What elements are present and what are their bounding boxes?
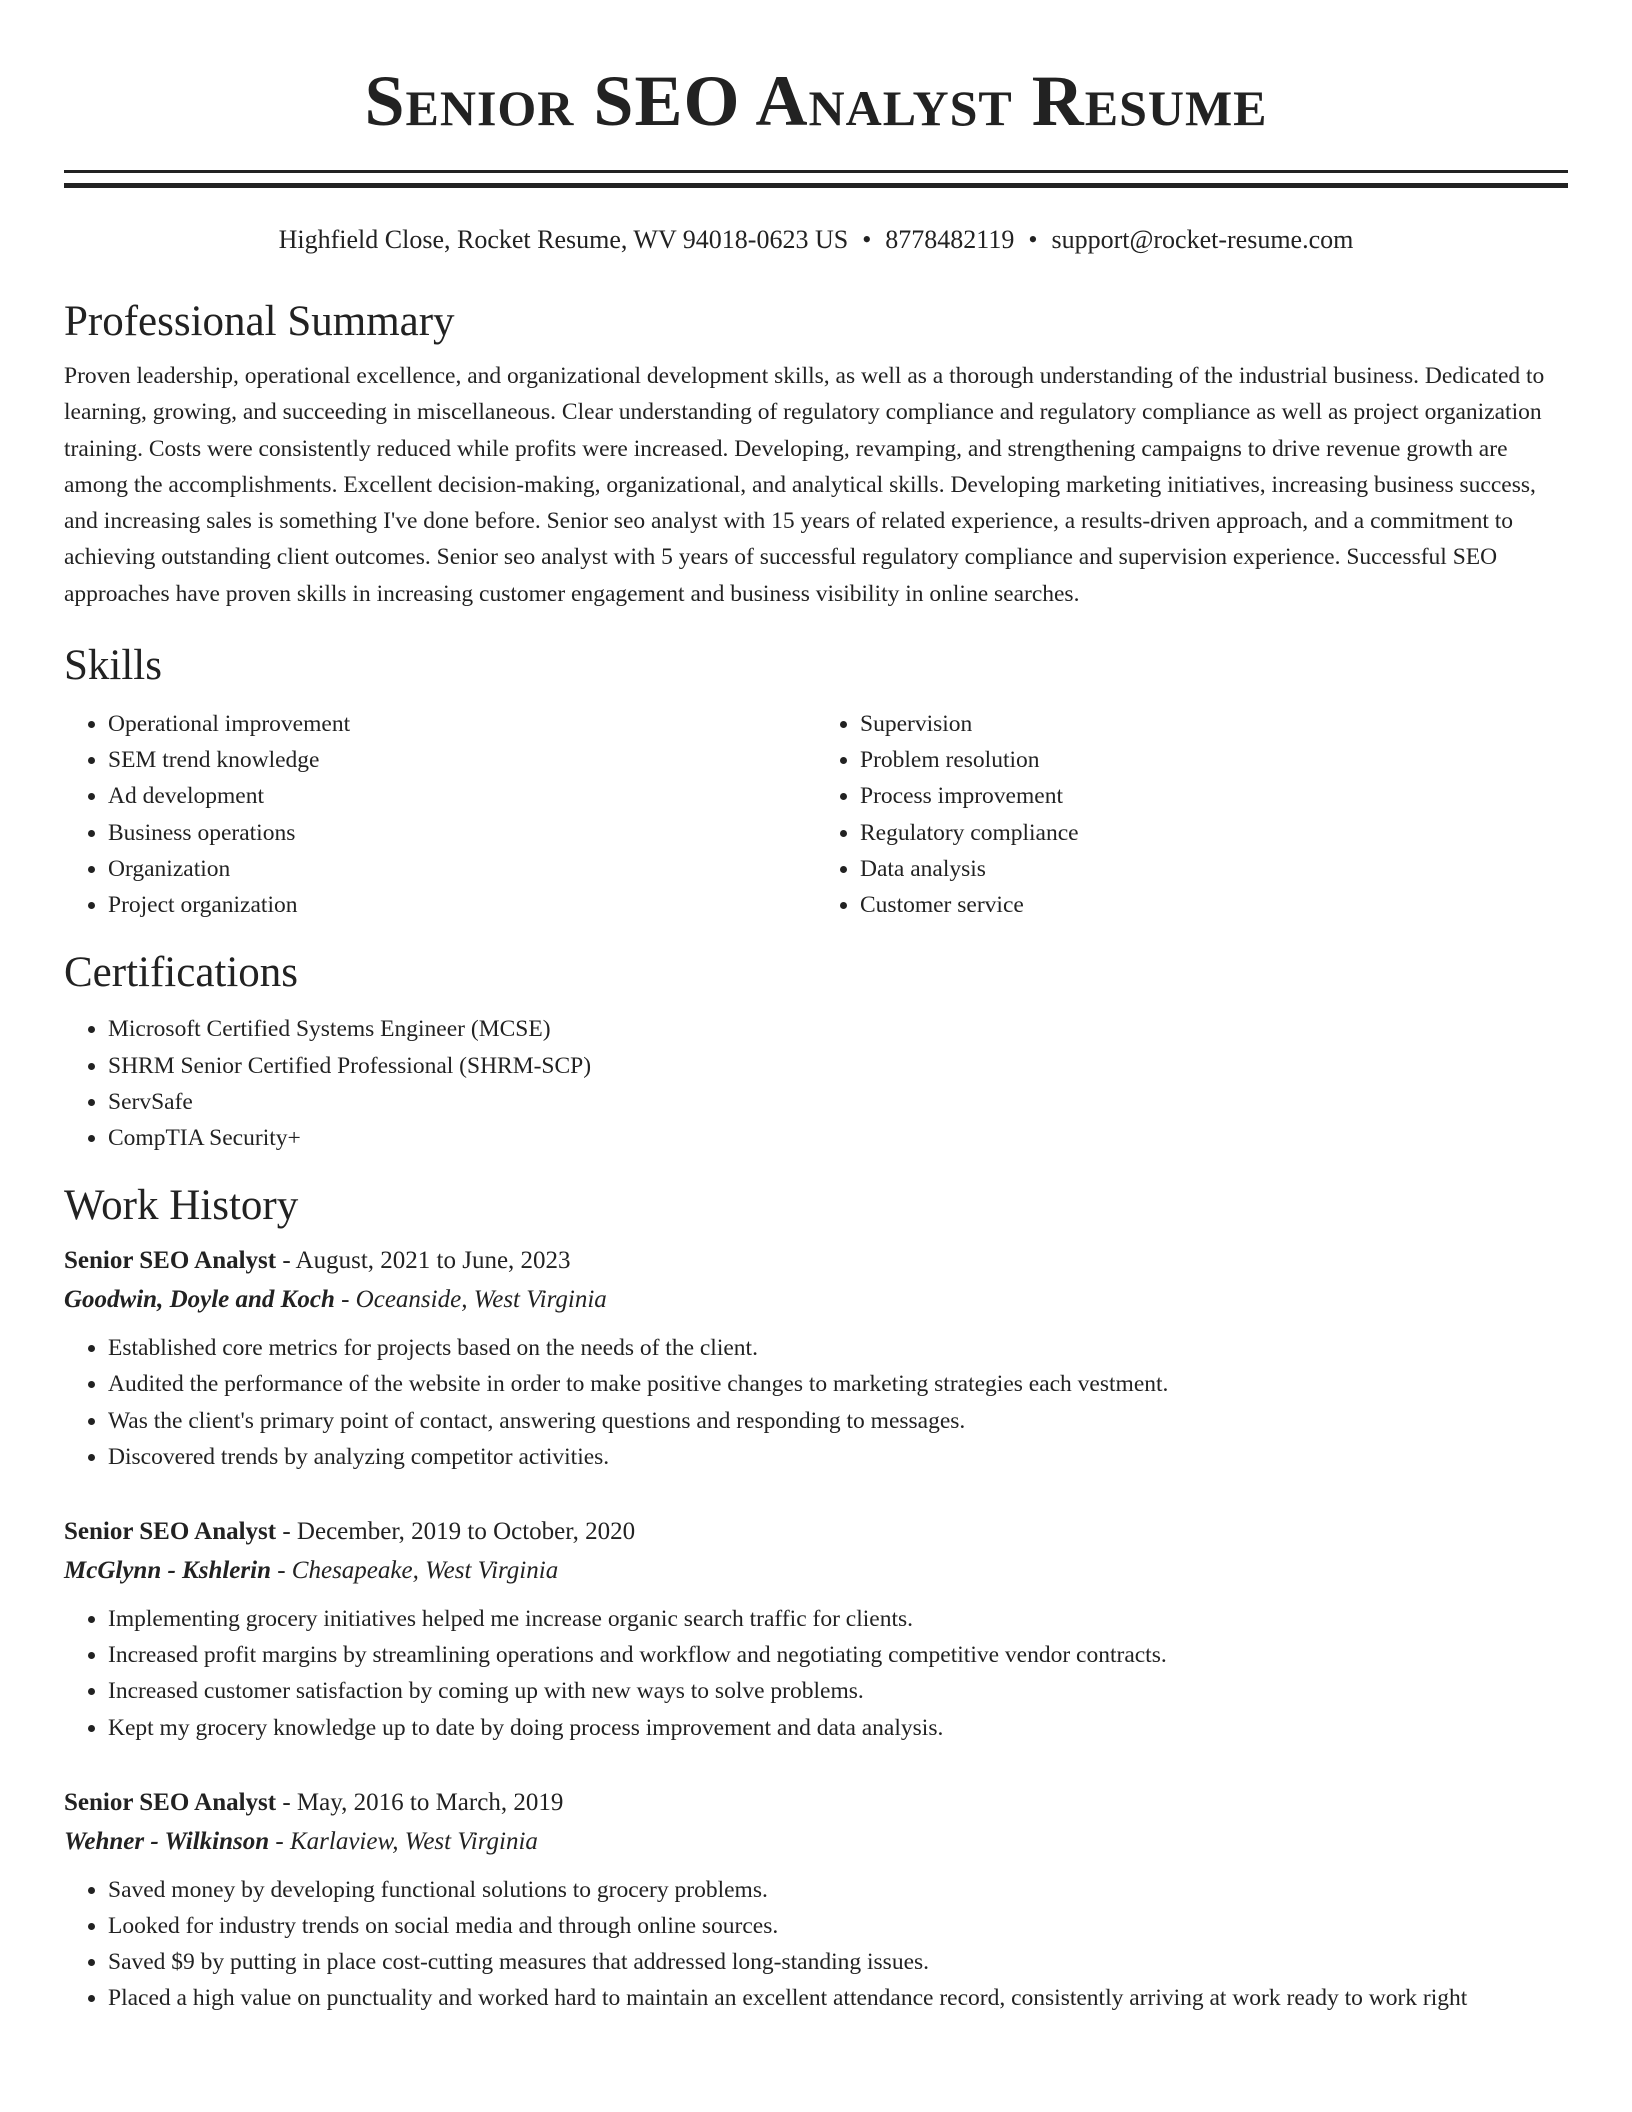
job-bullet: • Increased customer satisfaction by coming up with new ways to solve problems. xyxy=(108,1673,1568,1709)
job-entry xyxy=(64,1242,1568,1475)
skill-item: • Customer service xyxy=(860,887,1568,923)
summary-heading: Professional Summary xyxy=(64,298,455,345)
job-title: Senior SEO Analyst xyxy=(64,1517,277,1545)
address: Highfield Close, Rocket Resume, WV 94018-0623 US xyxy=(278,225,849,254)
job-bullets xyxy=(64,1330,1568,1475)
skill-item: • Regulatory compliance xyxy=(860,815,1568,851)
job-bullet: • Increased profit margins by streamlining operations and workflow and negotiating competitive vendor contracts. xyxy=(108,1637,1568,1673)
skill-item: • Data analysis xyxy=(860,851,1568,887)
job-bullet: • Audited the performance of the website in order to make positive changes to marketing strategies each vestment. xyxy=(108,1366,1568,1402)
job-bullet: • Kept my grocery knowledge up to date by doing process improvement and data analysis. xyxy=(108,1710,1568,1746)
company-line xyxy=(64,1822,1568,1862)
job-bullet: • Discovered trends by analyzing competitor activities. xyxy=(108,1439,1568,1475)
company-location: - Oceanside, West Virginia xyxy=(334,1286,607,1314)
certification-item: • Microsoft Certified Systems Engineer (MCSE) xyxy=(108,1011,1568,1047)
job-bullet: • Established core metrics for projects based on the needs of the client. xyxy=(108,1330,1568,1366)
job-dates: - May, 2016 to March, 2019 xyxy=(276,1788,564,1816)
email: support@rocket-resume.com xyxy=(1051,225,1354,254)
job-bullet: • Implementing grocery initiatives helped me increase organic search traffic for clients. xyxy=(108,1601,1568,1637)
job-bullet: • Saved $9 by putting in place cost-cutting measures that addressed long-standing issues. xyxy=(108,1944,1568,1980)
company-location: - Chesapeake, West Virginia xyxy=(270,1556,559,1584)
job-dates: - August, 2021 to June, 2023 xyxy=(276,1247,571,1275)
contact-separator: • xyxy=(1028,225,1038,254)
company-location: - Karlaview, West Virginia xyxy=(269,1827,538,1855)
company-name: Goodwin, Doyle and Koch xyxy=(64,1286,335,1314)
company-line xyxy=(64,1551,1568,1591)
certification-item: • ServSafe xyxy=(108,1084,1568,1120)
job-title-line xyxy=(64,1513,1568,1551)
certification-item: • SHRM Senior Certified Professional (SHRM-SCP) xyxy=(108,1048,1568,1084)
job-title-line xyxy=(64,1242,1568,1280)
job-bullet: • Was the client's primary point of contact, answering questions and responding to messages. xyxy=(108,1403,1568,1439)
company-name: McGlynn - Kshlerin xyxy=(64,1556,271,1584)
job-title: Senior SEO Analyst xyxy=(64,1247,277,1275)
company-line xyxy=(64,1280,1568,1320)
certifications-heading: Certifications xyxy=(64,949,299,997)
skills-column-left xyxy=(64,706,816,923)
job-title: Senior SEO Analyst xyxy=(64,1788,277,1816)
title-divider xyxy=(64,170,1568,188)
skill-item: • SEM trend knowledge xyxy=(108,742,816,778)
skill-item: • Supervision xyxy=(860,706,1568,742)
skill-item: • Ad development xyxy=(108,778,816,814)
skill-item: • Operational improvement xyxy=(108,706,816,742)
work-history-heading: Work History xyxy=(64,1182,299,1230)
resume-page xyxy=(64,0,1568,2017)
job-entry xyxy=(64,1784,1568,2017)
skill-item: • Business operations xyxy=(108,815,816,851)
skill-item: • Organization xyxy=(108,851,816,887)
company-name: Wehner - Wilkinson xyxy=(64,1827,270,1855)
skill-item: • Process improvement xyxy=(860,778,1568,814)
certification-item: • CompTIA Security+ xyxy=(108,1120,1568,1156)
skills-heading: Skills xyxy=(64,642,162,690)
skill-item: • Problem resolution xyxy=(860,742,1568,778)
job-bullets xyxy=(64,1872,1568,2017)
page-title: Senior SEO Analyst Resume xyxy=(364,61,1268,141)
job-bullet: • Saved money by developing functional solutions to grocery problems. xyxy=(108,1872,1568,1908)
skills-list xyxy=(64,706,1568,923)
job-dates: - December, 2019 to October, 2020 xyxy=(276,1517,636,1545)
job-bullet: • Looked for industry trends on social media and through online sources. xyxy=(108,1908,1568,1944)
job-bullets xyxy=(64,1601,1568,1746)
job-title-line xyxy=(64,1784,1568,1822)
certifications-list xyxy=(64,1011,1568,1156)
summary-text: Proven leadership, operational excellence, and organizational development skills, as well as a thorough understanding of the industrial business. Dedicated to learning, growing, and succeeding in miscellaneous. Clear understanding of regulatory compliance and regulatory compliance as well as project organization training. Costs were consistently reduced while profits were increased. Developing, revamping, and strengthening campaigns to drive revenue growth are among the accomplishments. Excellent decision-making, organizational, and analytical skills. Developing marketing initiatives, increasing business success, and increasing sales is something I've done before. Senior seo analyst with 15 years of related experience, a results-driven approach, and a commitment to achieving outstanding client outcomes. Senior seo analyst with 5 years of successful regulatory compliance and supervision experience. Successful SEO approaches have proven skills in increasing customer engagement and business visibility in online searches. xyxy=(64,363,1545,607)
contact-info xyxy=(64,224,1568,256)
contact-separator: • xyxy=(862,225,872,254)
job-entry xyxy=(64,1513,1568,1746)
skills-column-right xyxy=(816,706,1568,923)
skill-item: • Project organization xyxy=(108,887,816,923)
job-bullet: • Placed a high value on punctuality and worked hard to maintain an excellent attendance record, consistently arriving at work ready to work right xyxy=(108,1980,1568,2016)
phone: 8778482119 xyxy=(885,225,1015,254)
